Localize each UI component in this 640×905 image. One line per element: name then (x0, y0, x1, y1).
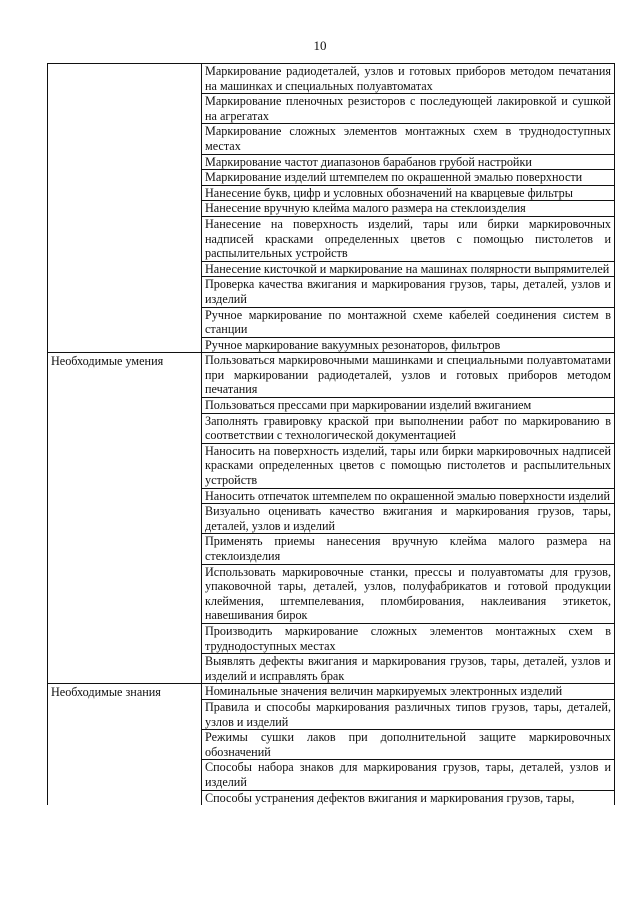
list-item: Нанесение кисточкой и маркирование на машинах полярности выпрямителей (202, 262, 614, 278)
table-row-work-actions (48, 64, 615, 353)
row-label (48, 64, 202, 353)
list-item: Наносить отпечаток штемпелем по окрашенной эмалью поверхности изделий (202, 489, 614, 505)
list-item: Правила и способы маркирования различных типов грузов, тары, деталей, узлов и изделий (202, 700, 614, 730)
list-item: Способы устранения дефектов вжигания и маркирования грузов, тары, (205, 790, 575, 805)
row-items (202, 684, 615, 805)
table-row-skills (48, 353, 615, 684)
page-number: 10 (313, 38, 327, 53)
list-item: Режимы сушки лаков при дополнительной защите маркировочных обозначений (202, 730, 614, 760)
list-item: Нанесение вручную клейма малого размера на стеклоизделия (202, 201, 614, 217)
row-items (202, 64, 615, 353)
list-item: Визуально оценивать качество вжигания и маркирования грузов, тары, деталей, узлов и изделий (202, 504, 614, 534)
list-item: Ручное маркирование вакуумных резонаторов, фильтров (205, 337, 501, 352)
list-item: Производить маркирование сложных элементов монтажных схем в труднодоступных местах (202, 624, 614, 654)
list-item: Выявлять дефекты вжигания и маркирования грузов, тары, деталей, узлов и изделий и исправлять брак (205, 654, 611, 683)
list-item: Заполнять гравировку краской при выполнении работ по маркированию в соответствии с технологической документацией (202, 414, 614, 444)
list-item: Применять приемы нанесения вручную клейма малого размера на стеклоизделия (202, 534, 614, 564)
list-item: Ручное маркирование по монтажной схеме кабелей соединения систем в станции (202, 308, 614, 338)
list-item: Маркирование изделий штемпелем по окрашенной эмалью поверхности (202, 170, 614, 186)
list-item: Пользоваться маркировочными машинками и специальными полуавтоматами при маркировании радиодеталей, узлов и готовых приборов методом печатания (202, 353, 614, 398)
requirements-table (47, 63, 615, 805)
list-item: Маркирование частот диапазонов барабанов грубой настройки (202, 155, 614, 171)
list-item: Маркирование пленочных резисторов с последующей лакировкой и сушкой на агрегатах (202, 94, 614, 124)
list-item: Наносить на поверхность изделий, тары или бирки маркировочных надписей красками определенных цветов с помощью пистолетов и распылительных устройств (202, 444, 614, 489)
list-item: Использовать маркировочные станки, прессы и полуавтоматы для грузов, упаковочной тары, деталей, узлов, полуфабрикатов и готовой продукции клеймения, штемпелевания, пломбирования, наклеивания этикеток, навешивания бирок (202, 565, 614, 624)
list-item: Номинальные значения величин маркируемых электронных изделий (202, 684, 614, 700)
row-label: Необходимые умения (48, 353, 202, 684)
row-items (202, 353, 615, 684)
list-item: Нанесение на поверхность изделий, тары или бирки маркировочных надписей красками определенных цветов с помощью пистолетов и распылительных устройств (202, 217, 614, 262)
row-label: Необходимые знания (48, 684, 202, 805)
table-row-knowledge (48, 684, 615, 805)
list-item: Маркирование сложных элементов монтажных схем в труднодоступных местах (202, 124, 614, 154)
list-item: Нанесение букв, цифр и условных обозначений на кварцевые фильтры (202, 186, 614, 202)
list-item: Способы набора знаков для маркирования грузов, тары, деталей, узлов и изделий (202, 760, 614, 790)
list-item: Проверка качества вжигания и маркирования грузов, тары, деталей, узлов и изделий (202, 277, 614, 307)
list-item: Пользоваться прессами при маркировании изделий вжиганием (202, 398, 614, 414)
list-item: Маркирование радиодеталей, узлов и готовых приборов методом печатания на машинках и специальных полуавтоматах (202, 64, 614, 94)
